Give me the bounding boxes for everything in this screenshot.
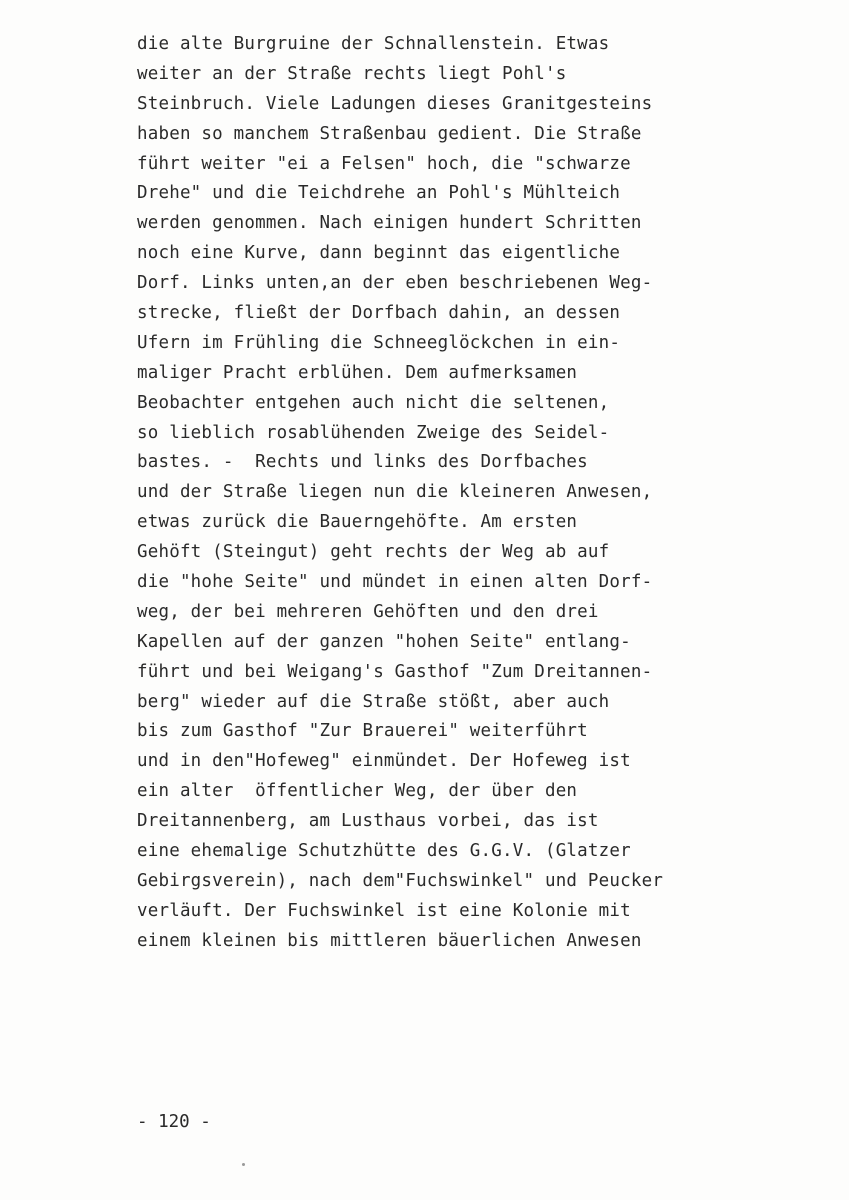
text-line: ein alter öffentlicher Weg, der über den [137, 781, 578, 802]
text-line: Beobachter entgehen auch nicht die seltenen, [137, 392, 610, 413]
text-line: die alte Burgruine der Schnallenstein. Etwas [137, 34, 610, 54]
text-line: und der Straße liegen nun die kleineren Anwesen, [137, 482, 653, 503]
text-line: eine ehemalige Schutzhütte des G.G.V. (Glatzer [137, 841, 631, 862]
paper-speck [242, 1163, 245, 1166]
text-line: bis zum Gasthof "Zur Brauerei" weiterführt [137, 721, 588, 742]
text-line: Kapellen auf der ganzen "hohen Seite" entlang- [137, 631, 631, 652]
text-line: führt weiter "ei a Felsen" hoch, die "schwarze [137, 153, 631, 174]
text-line: einem kleinen bis mittleren bäuerlichen Anwesen [137, 930, 642, 951]
text-line: Dreitannenberg, am Lusthaus vorbei, das ist [137, 811, 599, 832]
page-number: - 120 - [137, 1112, 211, 1132]
text-line: führt und bei Weigang's Gasthof "Zum Dreitannen- [137, 661, 653, 682]
text-line: Steinbruch. Viele Ladungen dieses Granitgesteins [137, 93, 653, 114]
text-line: Ufern im Frühling die Schneeglöckchen in ein- [137, 332, 621, 353]
text-line: maliger Pracht erblühen. Dem aufmerksamen [137, 362, 578, 383]
body-text [137, 30, 777, 957]
text-line: so lieblich rosablühenden Zweige des Seidel- [137, 422, 610, 443]
text-line: haben so manchem Straßenbau gedient. Die Straße [137, 123, 642, 144]
text-line: und in den"Hofeweg" einmündet. Der Hofeweg ist [137, 751, 631, 772]
text-line: die "hohe Seite" und mündet in einen alten Dorf- [137, 572, 653, 593]
text-line: etwas zurück die Bauerngehöfte. Am ersten [137, 512, 578, 533]
text-line: strecke, fließt der Dorfbach dahin, an dessen [137, 303, 621, 324]
text-line: berg" wieder auf die Straße stößt, aber auch [137, 691, 610, 712]
text-line: weiter an der Straße rechts liegt Pohl's [137, 63, 567, 84]
text-line: Dorf. Links unten,an der eben beschriebenen Weg- [137, 273, 653, 294]
text-line: Drehe" und die Teichdrehe an Pohl's Mühlteich [137, 183, 621, 204]
text-line: bastes. - Rechts und links des Dorfbaches [137, 452, 588, 473]
text-line: Gebirgsverein), nach dem"Fuchswinkel" und Peucker [137, 870, 664, 891]
text-line: werden genommen. Nach einigen hundert Schritten [137, 213, 642, 234]
text-line: verläuft. Der Fuchswinkel ist eine Kolonie mit [137, 900, 631, 921]
text-line: Gehöft (Steingut) geht rechts der Weg ab auf [137, 542, 610, 563]
text-line: weg, der bei mehreren Gehöften und den drei [137, 601, 599, 622]
text-line: noch eine Kurve, dann beginnt das eigentliche [137, 243, 621, 264]
